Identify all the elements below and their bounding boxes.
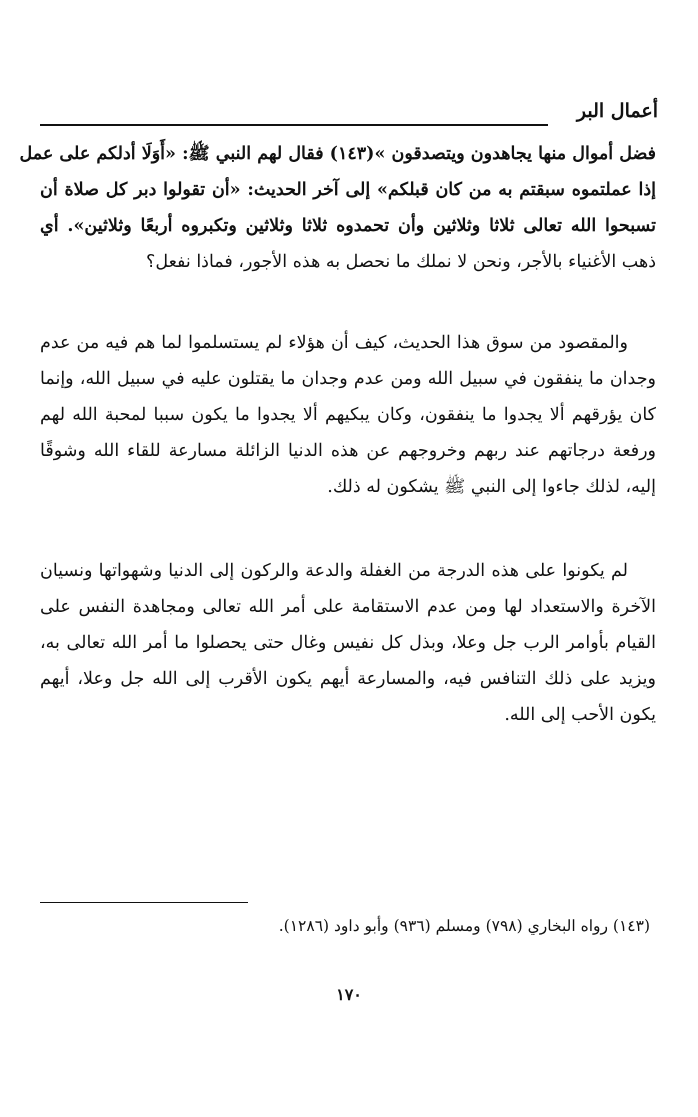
paragraph-hadith — [19, 136, 656, 280]
text-line: فضل أموال منها يجاهدون ويتصدقون »(١٤٣) فقال لهم النبي ﷺ: «أَوَلَا أدلكم على عمل — [19, 144, 656, 164]
text-line: إليه، لذلك جاءوا إلى النبي ﷺ يشكون له ذلك. — [327, 477, 656, 497]
text-line: لم يكونوا على هذه الدرجة من الغفلة والدعة والركون إلى الدنيا وشهواتها ونسيان — [40, 561, 628, 581]
text-line: وجدان ما ينفقون في سبيل الله ومن عدم وجدان ما يقتلون عليه في سبيل الله، وإنما — [40, 369, 656, 389]
running-header-title: أعمال البر — [576, 100, 658, 122]
text-line: تسبحوا الله تعالى ثلاثا وثلاثين وأن تحمدوه ثلاثا وثلاثين وتكبروه أربعًا وثلاثين». أي — [40, 216, 656, 236]
text-line: ذهب الأغنياء بالأجر، ونحن لا نملك ما نحصل به هذه الأجور، فماذا نفعل؟ — [146, 252, 656, 272]
page-number: ١٧٠ — [336, 985, 362, 1004]
text-line: الآخرة والاستعداد لها ومن عدم الاستقامة على أمر الله تعالى ومجاهدة النفس على — [40, 597, 656, 617]
text-line: القيام بأوامر الرب جل وعلا، وبذل كل نفيس وغال حتى يحصلوا ما أمر الله تعالى به، — [40, 633, 656, 653]
text-line: كان يؤرقهم ألا يجدوا ما ينفقون، وكان يبكيهم ألا يجدوا ما يكون سببا لمحبة الله لهم — [40, 405, 656, 425]
text-line: والمقصود من سوق هذا الحديث، كيف أن هؤلاء لم يستسلموا لما هم فيه من عدم — [40, 333, 628, 353]
paragraph-explanation — [40, 325, 656, 505]
text-line: ورفعة درجاتهم عند ربهم وخروجهم عن هذه الدنيا الزائلة مسارعة للقاء الله وشوقًا — [40, 441, 656, 461]
header-rule — [40, 124, 548, 126]
footnote: (١٤٣) رواه البخاري (٧٩٨) ومسلم (٩٣٦) وأبو داود (١٢٨٦). — [278, 917, 650, 935]
text-line: إذا عملتموه سبقتم به من كان قبلكم» إلى آخر الحديث: «أن تقولوا دبر كل صلاة أن — [40, 180, 656, 200]
text-line: ويزيد على ذلك التنافس فيه، والمسارعة أيهم يكون الأقرب إلى الله جل وعلا، أيهم — [40, 669, 656, 689]
footnote-rule — [40, 902, 248, 903]
text-line: يكون الأحب إلى الله. — [504, 705, 656, 725]
paragraph-conclusion — [40, 553, 656, 733]
